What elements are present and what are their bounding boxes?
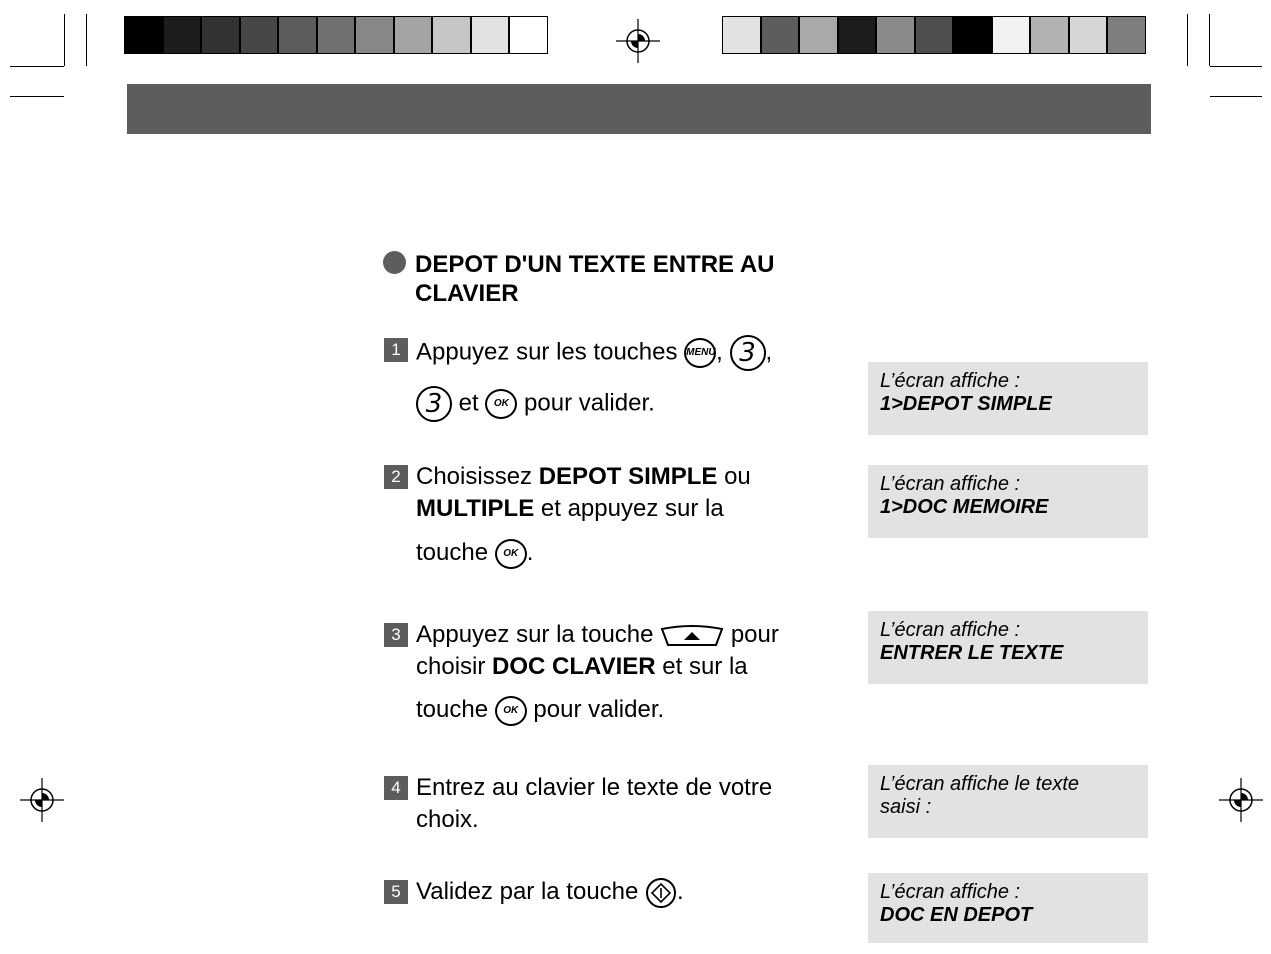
crop-mark: [1209, 14, 1210, 66]
step-4-text: Entrez au clavier le texte de votre: [416, 774, 773, 801]
section-bullet-icon: [383, 251, 406, 274]
step-3-text: Appuyez sur la touche pour: [416, 621, 779, 648]
step-number: 5: [384, 880, 408, 904]
start-key-icon: [645, 877, 677, 909]
lcd-display-box: L’écran affiche : DOC EN DEPOT: [868, 873, 1148, 943]
step-2-text: Choisissez DEPOT SIMPLE ou: [416, 463, 751, 490]
ok-key-icon: OK: [495, 539, 527, 569]
section-title: DEPOT D'UN TEXTE ENTRE AU CLAVIER: [415, 251, 775, 307]
lcd-display-box: L’écran affiche : 1>DOC MEMOIRE: [868, 465, 1148, 538]
step-number: 2: [384, 465, 408, 489]
color-swatch: [355, 16, 394, 54]
color-swatch: [1107, 16, 1146, 54]
color-swatch: [915, 16, 954, 54]
ok-key-icon: OK: [495, 696, 527, 726]
menu-key-icon: MENU: [684, 338, 716, 368]
ok-key-icon: OK: [485, 389, 517, 419]
color-swatch: [799, 16, 838, 54]
color-swatch: [1030, 16, 1069, 54]
crop-mark: [64, 14, 65, 66]
color-swatch: [509, 16, 548, 54]
crop-mark: [86, 14, 87, 66]
color-swatch: [992, 16, 1031, 54]
step-2-text-line2: MULTIPLE et appuyez sur la: [416, 495, 724, 522]
step-1-text: Appuyez sur les touches MENU, 3 ,: [416, 335, 772, 371]
color-swatch: [240, 16, 279, 54]
color-swatch: [876, 16, 915, 54]
key-3-icon: 3: [730, 335, 766, 371]
lcd-display-box: L’écran affiche : ENTRER LE TEXTE: [868, 611, 1148, 684]
color-swatch: [317, 16, 356, 54]
lcd-display-box: L’écran affiche : 1>DEPOT SIMPLE: [868, 362, 1148, 435]
registration-mark-icon: [1219, 778, 1263, 822]
color-swatch: [394, 16, 433, 54]
header-bar: [127, 84, 1151, 134]
color-swatch: [761, 16, 800, 54]
crop-mark: [10, 96, 64, 97]
step-number: 4: [384, 776, 408, 800]
color-swatch: [722, 16, 761, 54]
step-2-text-line3: touche OK .: [416, 537, 533, 569]
registration-mark-icon: [20, 778, 64, 822]
crop-mark: [1210, 66, 1262, 67]
up-arrow-key-icon: [660, 625, 724, 647]
step-number: 1: [384, 338, 408, 362]
step-number: 3: [384, 623, 408, 647]
step-4-text-line2: choix.: [416, 806, 479, 833]
registration-mark-icon: [616, 19, 660, 63]
color-swatch: [471, 16, 510, 54]
color-swatch: [163, 16, 202, 54]
crop-mark: [10, 66, 64, 67]
crop-mark: [1187, 14, 1188, 66]
lcd-display-box: L’écran affiche le texte saisi :: [868, 765, 1148, 838]
color-swatch: [201, 16, 240, 54]
color-swatch: [838, 16, 877, 54]
color-swatch: [1069, 16, 1108, 54]
crop-mark: [1210, 96, 1262, 97]
step-1-text-line2: 3 et OK pour valider.: [416, 386, 655, 422]
color-swatch: [278, 16, 317, 54]
key-3-icon: 3: [416, 386, 452, 422]
color-swatch: [124, 16, 163, 54]
color-swatch: [953, 16, 992, 54]
step-3-text-line3: touche OK pour valider.: [416, 694, 664, 726]
color-swatch: [432, 16, 471, 54]
step-5-text: Validez par la touche .: [416, 876, 684, 909]
step-3-text-line2: choisir DOC CLAVIER et sur la: [416, 653, 748, 680]
